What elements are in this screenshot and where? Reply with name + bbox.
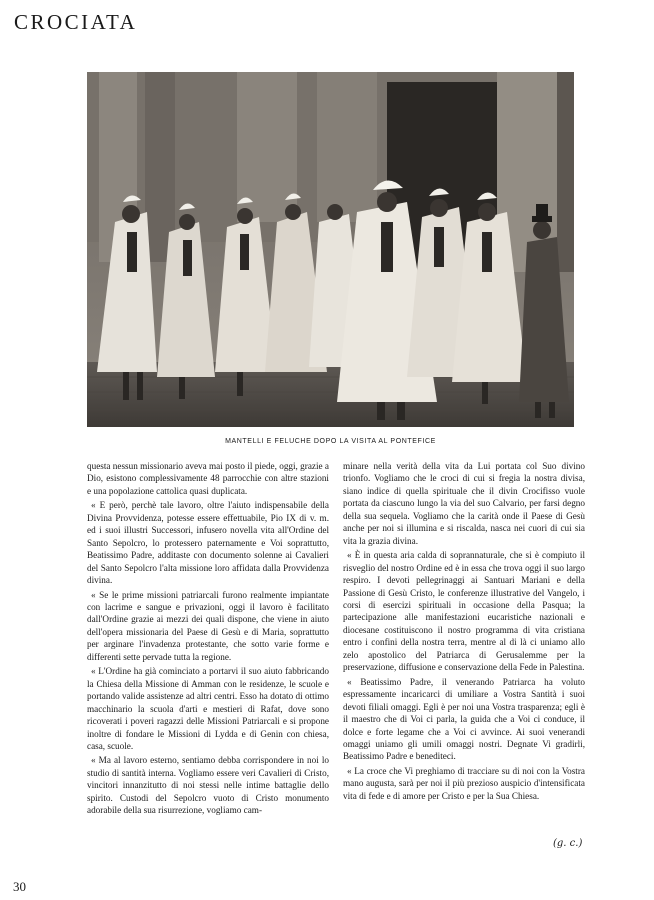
photo-illustration bbox=[87, 72, 574, 427]
paragraph: « E però, perchè tale lavoro, oltre l'aiuto indispensabile della Divina Provvidenza, potesse essere effettuabile, Pio IX di v. m. ed i suoi illustri Successori, infusero novella vita all'Ordine del Santo Sepolcro, lo protessero paternamente e Voi soprattutto, Beatissimo Padre, additaste con documento solenne ai Cavalieri del Santo Sepolcro l'alta missione loro affidata dalla Provvidenza divina. bbox=[87, 500, 329, 586]
page-header-title: CROCIATA bbox=[14, 10, 138, 34]
article-column-right bbox=[343, 460, 585, 804]
paragraph: questa nessun missionario aveva mai posto il piede, oggi, grazie a Dio, esistono complessivamente 48 parrocchie con altre stazioni e una popolazione cattolica quasi duplicata. bbox=[87, 461, 329, 496]
paragraph: « Beatissimo Padre, il venerando Patriarca ha voluto espressamente incaricarci di umiliare a Vostra Santità i suoi devoti filiali omaggi. Egli è per noi una Vostra trasparenza; egli è il maestro che di Voi ci parla, la guida che a Voi ci conduce, il dolce e forte legame che a Voi ci avvince. Ai suoi venerandi omaggi uniamo gli umili omaggi nostri. Degnate Vi gradirli, Beatissimo Padre e benediteci. bbox=[343, 676, 585, 762]
paragraph: « Se le prime missioni patriarcali furono realmente impiantate con lacrime e sangue e privazioni, oggi il lavoro è facilitato dall'Ordine grazie ai mezzi dei quali dispone, che viene in aiuto dell'opera missionaria del Paese di Gesù e di Maria, soprattutto per arginare l'invadenza protestante, che sotto varie forme e differenti sette pervade tutta la regione. bbox=[87, 589, 329, 662]
photograph-knights-procession bbox=[87, 72, 574, 427]
paragraph: « L'Ordine ha già cominciato a portarvi il suo aiuto fabbricando la Chiesa della Missione di Amman con le residenze, le scuole e portando valide assistenze ad altri centri. Esso ha dotato di ottimo macchinario la scuola d'arti e mestieri di Rafat, dove sono ricoverati i poveri ragazzi delle Missioni Patriarcali e si propone inoltre di fondare le Missioni di Lydda e di Genin con chiesa, casa, scuole. bbox=[87, 666, 329, 751]
paragraph: « La croce che Vi preghiamo di tracciare su di noi con la Vostra mano augusta, sarà per noi il più prezioso auspicio d'intensificata vita di fede e di amore per Cristo e per la Sua Chiesa. bbox=[343, 765, 585, 801]
paragraph: « Ma al lavoro esterno, sentiamo debba corrispondere in noi lo studio di santità interna. Vogliamo essere veri Cavalieri di Cristo, vincitori innanzitutto di noi stessi nelle intime battaglie dello spirito. Custodi del Sepolcro vuoto di Cristo monumento adorabile della sua risurrezione, vogliamo cam- bbox=[87, 755, 329, 816]
photo-caption: MANTELLI E FELUCHE DOPO LA VISITA AL PONTEFICE bbox=[225, 438, 436, 445]
page-number: 30 bbox=[13, 879, 26, 894]
author-signature: (g. c.) bbox=[553, 838, 583, 849]
paragraph: « È in questa aria calda di soprannaturale, che si è compiuto il risveglio del nostro Ordine ed è in essa che trova oggi il suo largo respiro. I devoti pellegrinaggi ai Santuari Mariani e della Passione di Gesù Cristo, le conferenze illustrative del Vangelo, i corsi di esercizi spirituali in occasione della Pasqua; la partecipazione alle manifestazioni eucaristiche nazionali e diocesane costituiscono il nostro programma di vita cristiana entro i confini della nostra terra, mentre al di là ci uniamo allo zelo apostolico del Patriarca di Gerusalemme per la preservazione, diffusione e conservazione della Fede in Palestina. bbox=[343, 550, 585, 673]
article-column-left bbox=[87, 460, 329, 819]
paragraph: minare nella verità della vita da Lui portata col Suo divino trionfo. Vogliamo che le croci di cui si fregia la nostra divisa, siano indice di quella spirituale che il divin Crocifisso vuole portata da ciascuno lungo la via del suo Calvario, per farsi degno della sua sequela. Vogliamo che la carità onde il Paese di Gesù anche per noi si illumina e si riscalda, nasca nei cuori di cui sia vita la grazia divina. bbox=[343, 461, 585, 546]
